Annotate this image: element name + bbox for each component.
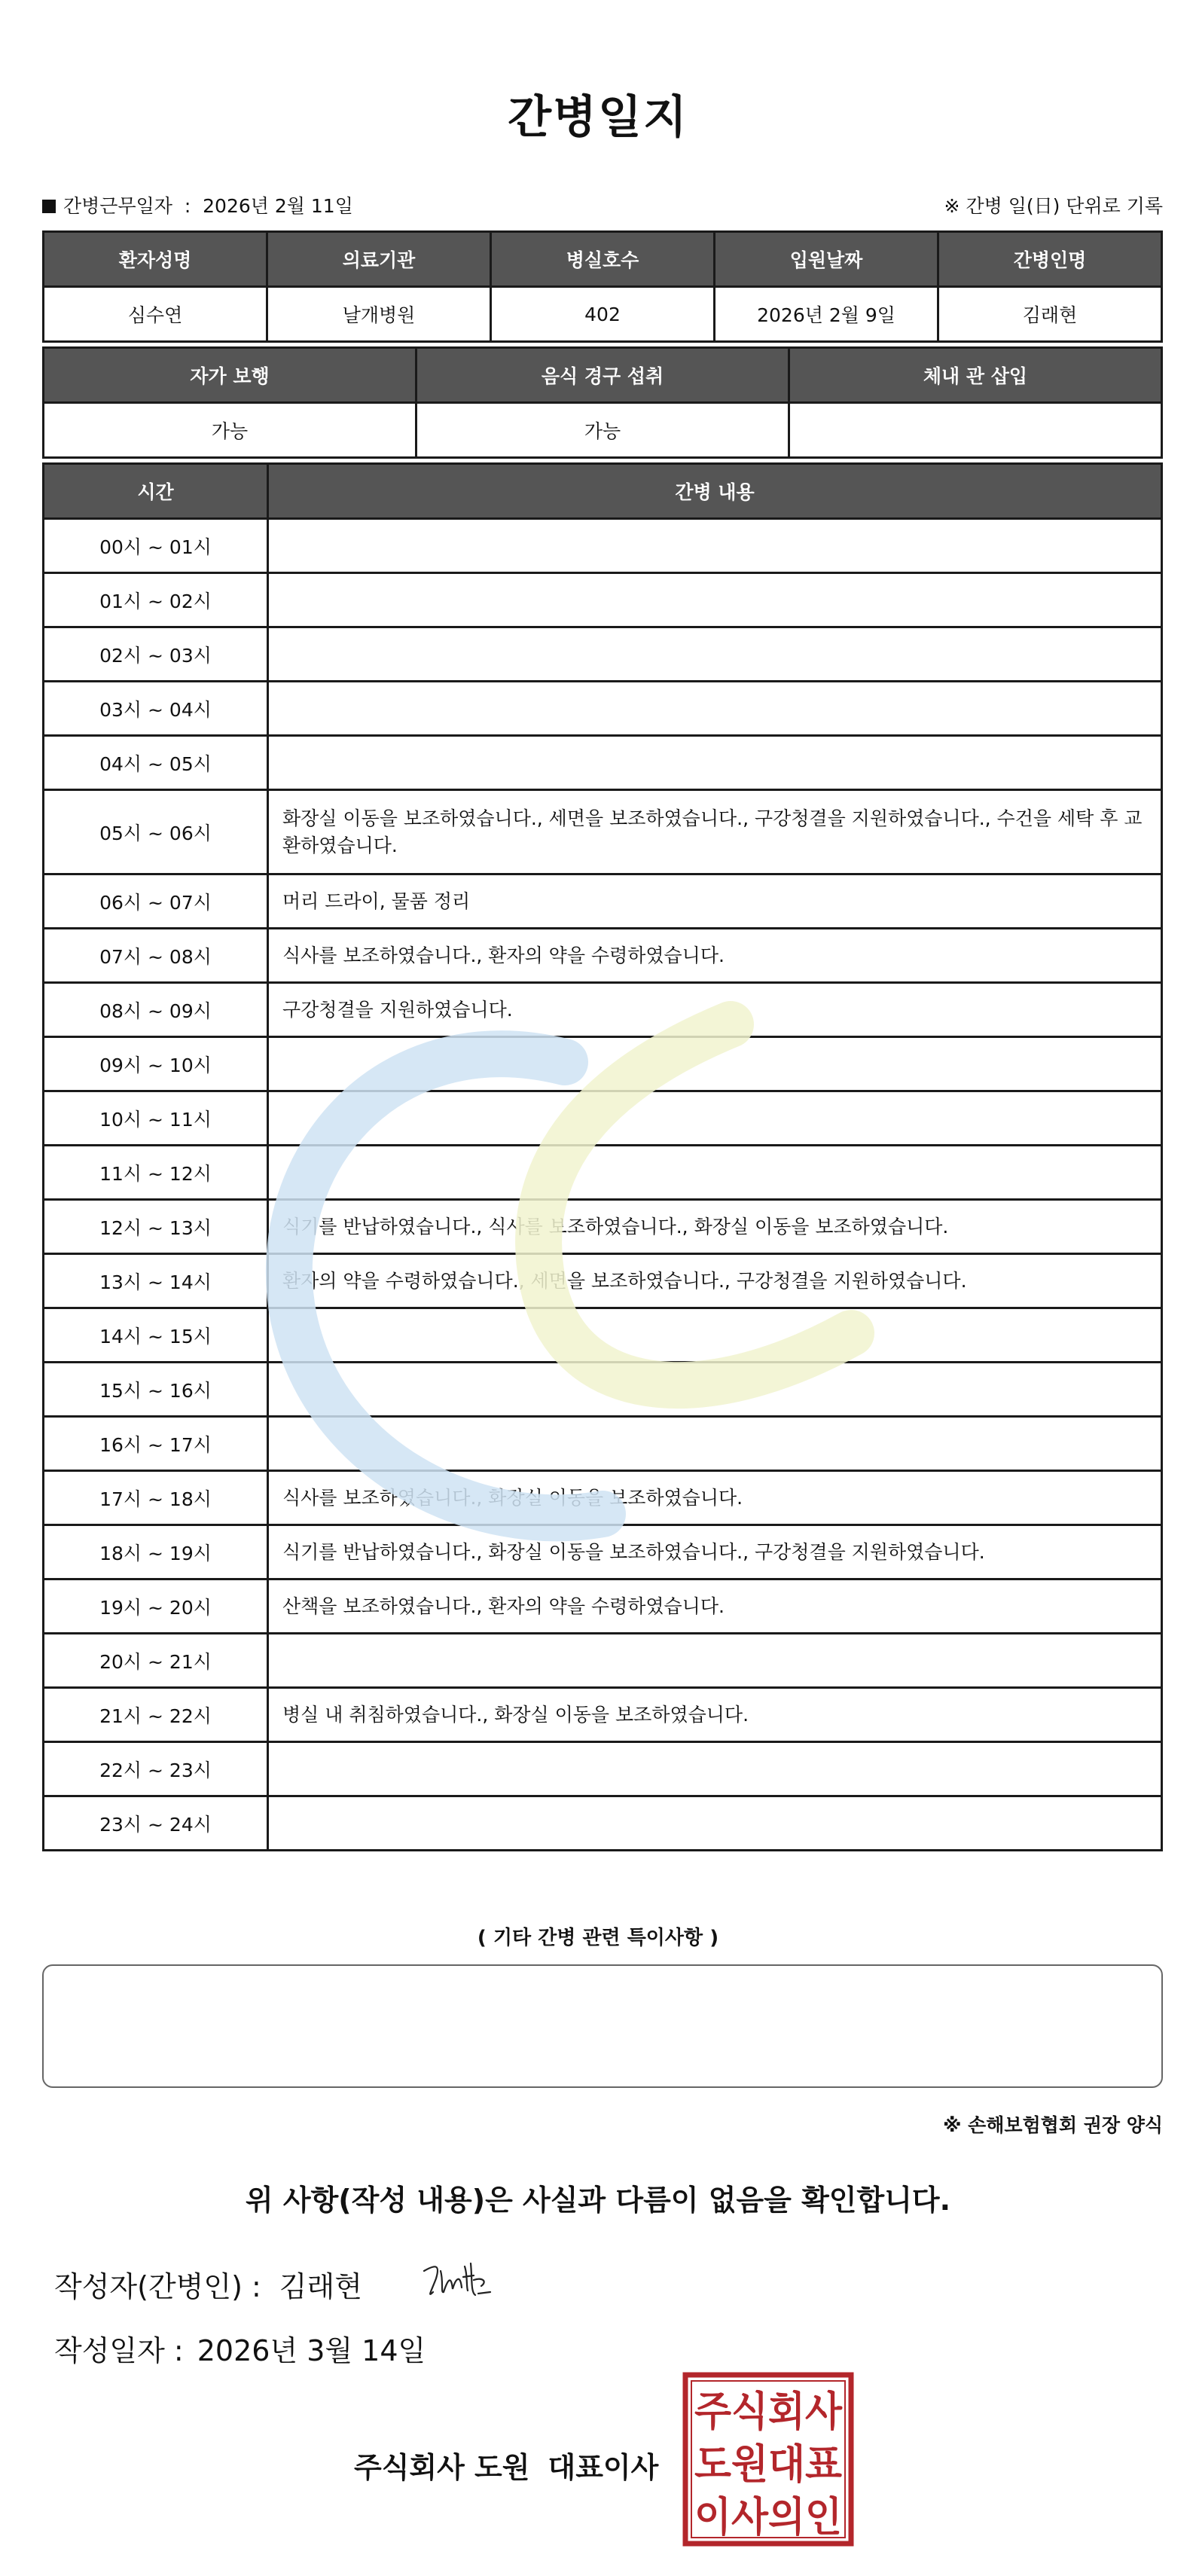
record-unit-note: ※ 간병 일(日) 단위로 기록 <box>944 195 1163 217</box>
care-log-content: 화장실 이동을 보조하였습니다., 세면을 보조하였습니다., 구강청결을 지원하였습니다., 수건을 세탁 후 교환하였습니다. <box>268 790 1162 874</box>
company-seal-stamp <box>682 2371 855 2547</box>
room-number: 402 <box>491 287 715 342</box>
care-log-time: 20시 ~ 21시 <box>44 1634 268 1688</box>
representative-title: 대표이사 <box>548 2451 659 2484</box>
write-date-label: 작성일자 : <box>54 2334 184 2367</box>
care-log-row <box>44 1308 1162 1363</box>
care-log-content <box>268 519 1162 573</box>
care-log-time: 04시 ~ 05시 <box>44 736 268 790</box>
care-log-row <box>44 790 1162 874</box>
self-walking-value: 가능 <box>44 403 416 458</box>
header-caregiver: 간병인명 <box>938 232 1162 287</box>
patient-info-value-row <box>44 287 1162 342</box>
care-log-time: 14시 ~ 15시 <box>44 1308 268 1363</box>
care-log-row <box>44 1471 1162 1525</box>
care-log-content <box>268 1146 1162 1200</box>
header-patient-name: 환자성명 <box>44 232 267 287</box>
care-log-row <box>44 627 1162 682</box>
work-date-line <box>42 191 353 218</box>
special-notes-box <box>42 1964 1163 2088</box>
care-log-content: 머리 드라이, 물품 정리 <box>268 874 1162 929</box>
work-date-label: 간병근무일자 <box>63 195 172 217</box>
work-date-value: 2026년 2월 11일 <box>203 195 353 217</box>
care-log-time: 02시 ~ 03시 <box>44 627 268 682</box>
writer-name: 김래현 <box>279 2270 362 2303</box>
patient-info-header-row <box>44 232 1162 287</box>
care-log-content: 병실 내 취침하였습니다., 화장실 이동을 보조하였습니다. <box>268 1688 1162 1742</box>
header-time: 시간 <box>44 464 268 519</box>
care-log-body <box>44 519 1162 1851</box>
tube-insertion-value <box>789 403 1162 458</box>
care-log-content <box>268 1796 1162 1851</box>
care-log-content: 산책을 보조하였습니다., 환자의 약을 수령하였습니다. <box>268 1579 1162 1634</box>
care-log-row <box>44 983 1162 1037</box>
writer-line <box>54 2263 362 2305</box>
patient-info-table <box>42 230 1163 343</box>
care-log-time: 16시 ~ 17시 <box>44 1417 268 1471</box>
care-log-content: 식사를 보조하였습니다., 환자의 약을 수령하였습니다. <box>268 929 1162 983</box>
care-log-content: 식사를 보조하였습니다., 화장실 이동을 보조하였습니다. <box>268 1471 1162 1525</box>
care-log-time: 15시 ~ 16시 <box>44 1363 268 1417</box>
care-log-row <box>44 1634 1162 1688</box>
care-log-time: 23시 ~ 24시 <box>44 1796 268 1851</box>
care-log-time: 06시 ~ 07시 <box>44 874 268 929</box>
writer-label: 작성자(간병인) : <box>54 2270 261 2303</box>
care-log-table <box>42 462 1163 1851</box>
care-log-content <box>268 1634 1162 1688</box>
care-log-time: 05시 ~ 06시 <box>44 790 268 874</box>
care-log-time: 13시 ~ 14시 <box>44 1254 268 1308</box>
confirmation-statement: 위 사항(작성 내용)은 사실과 다름이 없음을 확인합니다. <box>245 2184 951 2217</box>
care-log-content <box>268 736 1162 790</box>
care-log-time: 10시 ~ 11시 <box>44 1091 268 1146</box>
write-date-value: 2026년 3월 14일 <box>197 2334 426 2367</box>
care-log-row <box>44 519 1162 573</box>
care-log-row <box>44 1200 1162 1254</box>
header-institution: 의료기관 <box>267 232 491 287</box>
care-log-row <box>44 1579 1162 1634</box>
care-log-time: 00시 ~ 01시 <box>44 519 268 573</box>
page-title: 간병일지 <box>508 91 688 144</box>
header-self-walking: 자가 보행 <box>44 348 416 403</box>
seal-text-line: 이사의인 <box>694 2493 842 2541</box>
write-date-line <box>54 2327 426 2369</box>
header-admission-date: 입원날짜 <box>715 232 938 287</box>
care-log-header-row <box>44 464 1162 519</box>
care-log-content <box>268 1308 1162 1363</box>
care-log-row <box>44 1254 1162 1308</box>
care-log-content <box>268 1037 1162 1091</box>
care-log-content <box>268 627 1162 682</box>
care-log-time: 07시 ~ 08시 <box>44 929 268 983</box>
square-bullet-icon <box>42 200 56 213</box>
patient-status-value-row <box>44 403 1162 458</box>
seal-text-line: 주식회사 <box>694 2388 843 2435</box>
care-log-row <box>44 1037 1162 1091</box>
institution: 날개병원 <box>267 287 491 342</box>
header-room: 병실호수 <box>491 232 715 287</box>
patient-status-table <box>42 346 1163 459</box>
care-log-time: 01시 ~ 02시 <box>44 573 268 627</box>
care-log-content <box>268 1417 1162 1471</box>
care-log-row <box>44 1417 1162 1471</box>
care-log-row <box>44 1525 1162 1579</box>
patient-status-header-row <box>44 348 1162 403</box>
care-log-content: 식기를 반납하였습니다., 식사를 보조하였습니다., 화장실 이동을 보조하였습니다. <box>268 1200 1162 1254</box>
care-log-content: 식기를 반납하였습니다., 화장실 이동을 보조하였습니다., 구강청결을 지원하였습니다. <box>268 1525 1162 1579</box>
company-name: 주식회사 도원 <box>354 2451 530 2484</box>
company-line <box>354 2444 658 2486</box>
care-log-row <box>44 1742 1162 1796</box>
care-log-time: 11시 ~ 12시 <box>44 1146 268 1200</box>
header-care-content: 간병 내용 <box>268 464 1162 519</box>
header-tube-insertion: 체내 관 삽입 <box>789 348 1162 403</box>
header-oral-intake: 음식 경구 섭취 <box>416 348 789 403</box>
care-log-time: 09시 ~ 10시 <box>44 1037 268 1091</box>
patient-name: 심수연 <box>44 287 267 342</box>
oral-intake-value: 가능 <box>416 403 789 458</box>
care-log-row <box>44 682 1162 736</box>
seal-text-line: 도원대표 <box>694 2440 842 2488</box>
caregiver-name: 김래현 <box>938 287 1162 342</box>
admission-date: 2026년 2월 9일 <box>715 287 938 342</box>
care-log-time: 08시 ~ 09시 <box>44 983 268 1037</box>
care-log-content <box>268 1363 1162 1417</box>
care-log-row <box>44 1796 1162 1851</box>
care-log-row <box>44 874 1162 929</box>
care-log-time: 22시 ~ 23시 <box>44 1742 268 1796</box>
care-log-row <box>44 929 1162 983</box>
care-log-row <box>44 573 1162 627</box>
care-log-time: 12시 ~ 13시 <box>44 1200 268 1254</box>
care-log-time: 17시 ~ 18시 <box>44 1471 268 1525</box>
care-log-row <box>44 1363 1162 1417</box>
recommend-note: ※ 손해보험협회 권장 양식 <box>943 2114 1163 2136</box>
care-log-time: 19시 ~ 20시 <box>44 1579 268 1634</box>
care-log-time: 18시 ~ 19시 <box>44 1525 268 1579</box>
care-log-content <box>268 573 1162 627</box>
care-log-row <box>44 1688 1162 1742</box>
special-notes-title: ( 기타 간병 관련 특이사항 ) <box>477 1927 719 1949</box>
care-log-content <box>268 1091 1162 1146</box>
handwritten-signature <box>418 2248 501 2309</box>
care-log-content <box>268 682 1162 736</box>
care-log-content <box>268 1742 1162 1796</box>
care-log-row <box>44 1091 1162 1146</box>
care-log-content: 환자의 약을 수령하였습니다., 세면을 보조하였습니다., 구강청결을 지원하였습니다. <box>268 1254 1162 1308</box>
care-log-content: 구강청결을 지원하였습니다. <box>268 983 1162 1037</box>
care-log-time: 03시 ~ 04시 <box>44 682 268 736</box>
care-log-row <box>44 736 1162 790</box>
work-date-separator: : <box>184 195 191 217</box>
care-log-time: 21시 ~ 22시 <box>44 1688 268 1742</box>
care-log-row <box>44 1146 1162 1200</box>
